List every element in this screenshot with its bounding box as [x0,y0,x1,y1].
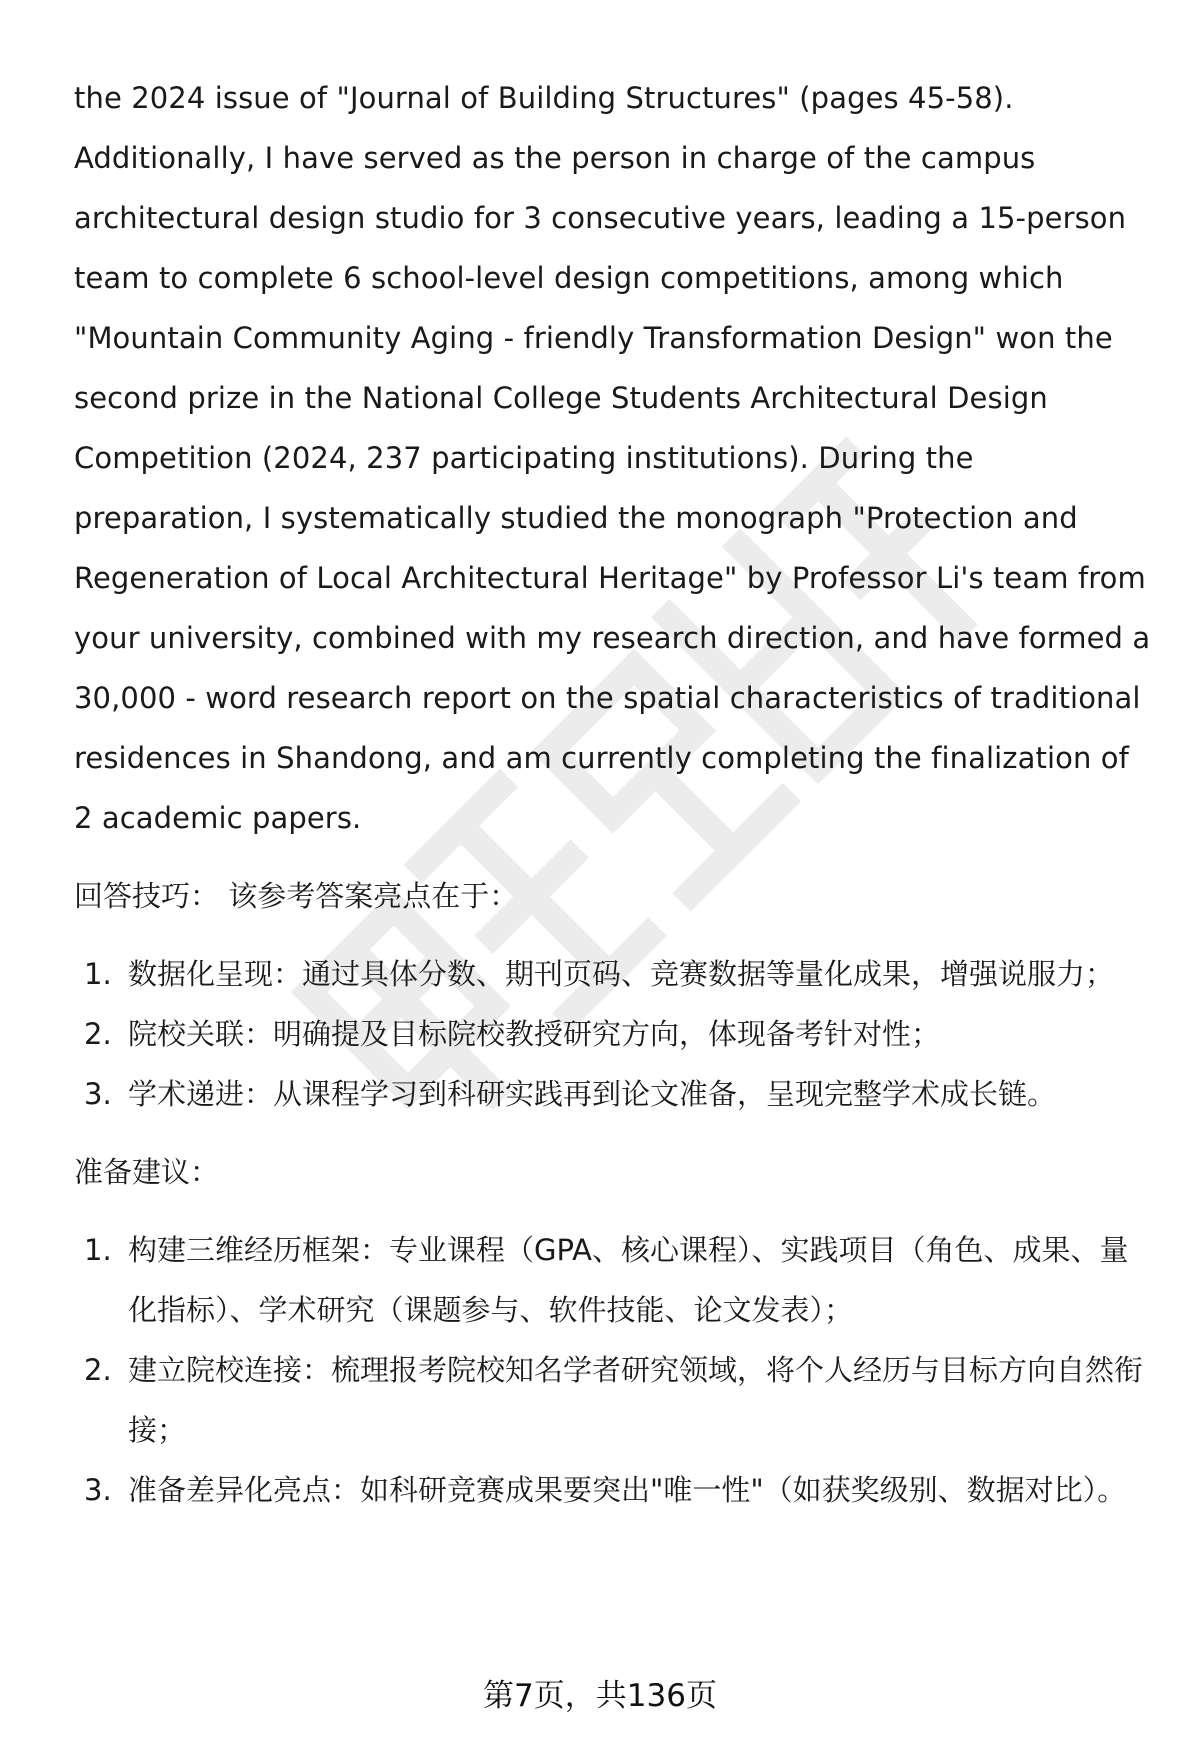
tips-list [74,944,1154,1124]
list-text: 准备差异化亮点：如科研竞赛成果要突出"唯一性"（如获奖级别、数据对比）。 [128,1473,1127,1507]
list-text: 构建三维经历框架：专业课程（GPA、核心课程）、实践项目（角色、成果、量化指标）、学术研究（课题参与、软件技能、论文发表）； [128,1233,1129,1327]
page-content [74,68,1154,1520]
advice-heading: 准备建议： [74,1155,220,1189]
list-text: 建立院校连接：梳理报考院校知名学者研究领域，将个人经历与目标方向自然衔接； [128,1353,1144,1447]
page-number: 第7页，共136页 [483,1678,717,1714]
list-number: 3. [84,1077,112,1111]
list-item [74,1340,1154,1460]
list-item [74,944,1154,1004]
list-number: 1. [84,1233,112,1267]
list-number: 2. [84,1353,112,1387]
list-number: 1. [84,957,112,991]
body-paragraph: the 2024 issue of "Journal of Building Structures" (pages 45-58). Additionally, I have served as the person in charge of the campus architectural design studio for 3 consecutive years, leading a 15-person team to complete 6 school-level design competitions, among which "Mountain Community Aging - friendly Transformation Design" won the second prize in the National College Students Architectural Design Competition (2024, 237 participating institutions). During the preparation, I systematically studied the monograph "Protection and Regeneration of Local Architectural Heritage" by Professor Li's team from your university, combined with my research direction, and have formed a 30,000 - word research report on the spatial characteristics of traditional residences in Shandong, and am currently completing the finalization of 2 academic papers. [74,81,1151,835]
advice-list [74,1220,1154,1520]
list-item [74,1004,1154,1064]
list-text: 学术递进：从课程学习到科研实践再到论文准备，呈现完整学术成长链。 [128,1077,1057,1111]
list-number: 3. [84,1473,112,1507]
list-number: 2. [84,1017,112,1051]
list-text: 数据化呈现：通过具体分数、期刊页码、竞赛数据等量化成果，增强说服力； [128,957,1115,991]
list-text: 院校关联：明确提及目标院校教授研究方向，体现备考针对性； [128,1017,941,1051]
list-item [74,1460,1154,1520]
tips-heading: 回答技巧： 该参考答案亮点在于： [74,879,519,913]
list-item [74,1064,1154,1124]
list-item [74,1220,1154,1340]
